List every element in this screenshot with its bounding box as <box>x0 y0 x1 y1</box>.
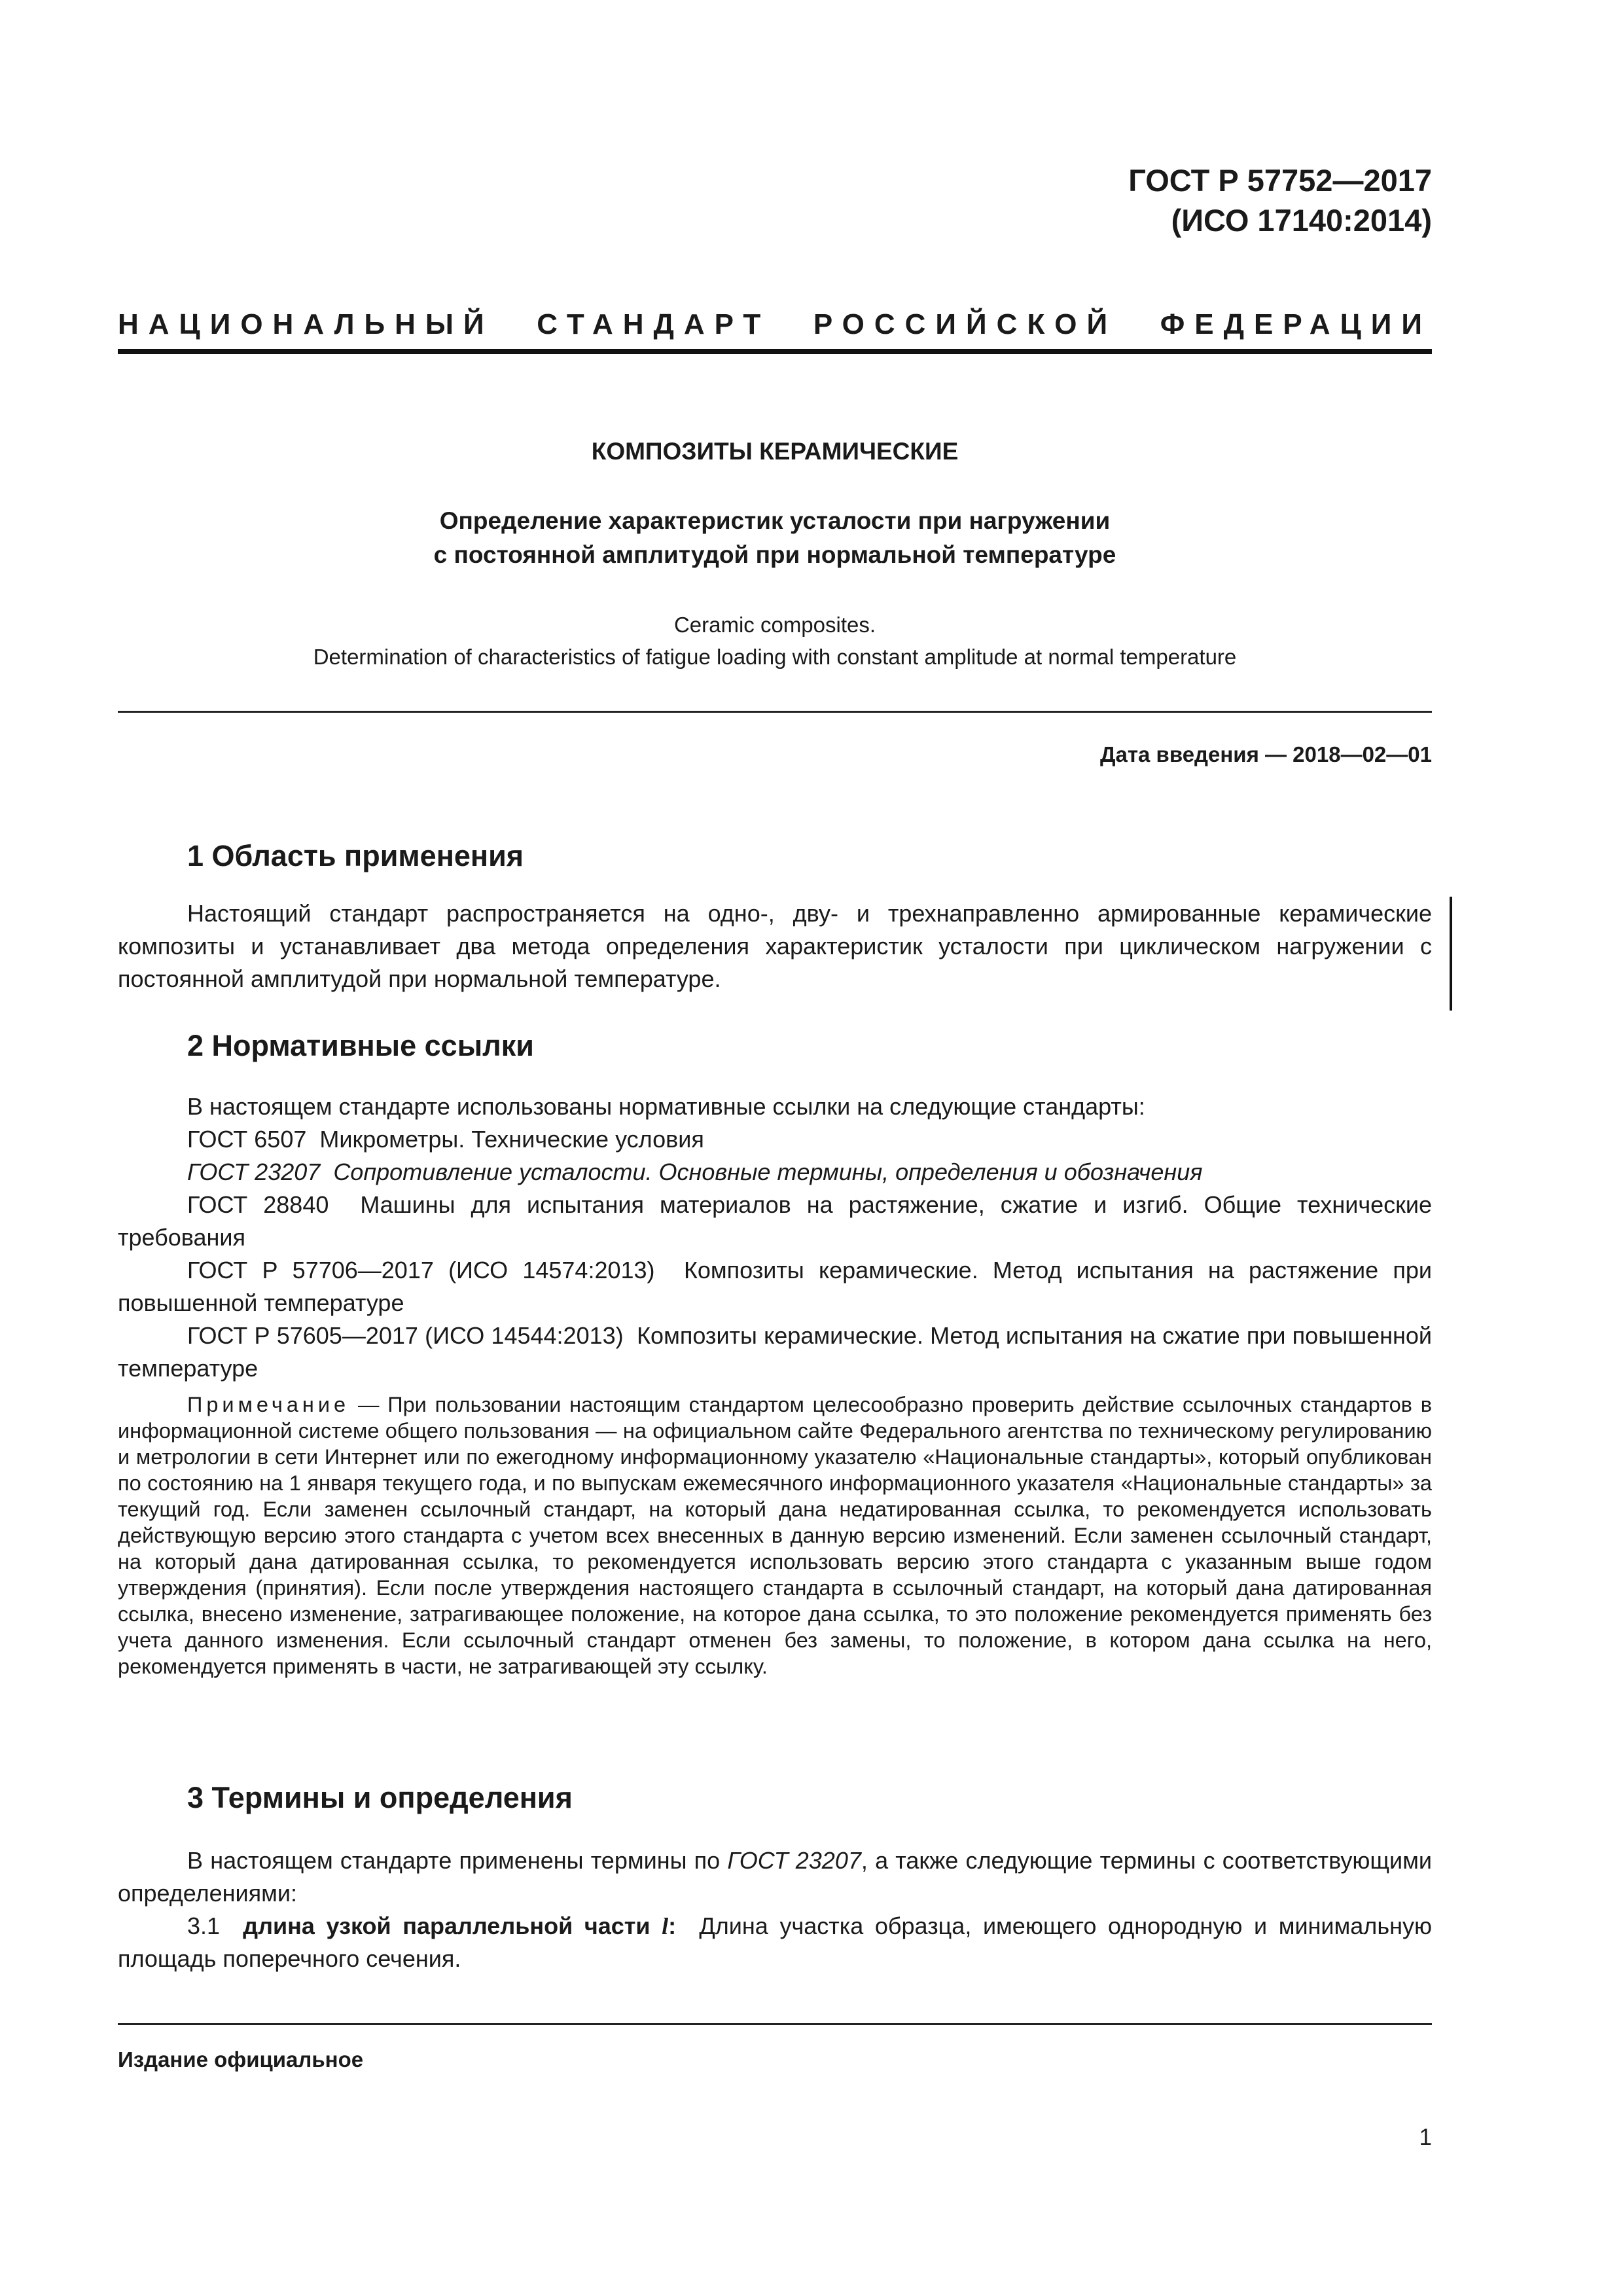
national-standard-banner <box>118 310 1432 339</box>
terms-intro-text: В настоящем стандарте применены термины по <box>187 1847 721 1874</box>
term-definition: Длина участка образца, имеющего однородную и минимальную площадь поперечного сечения. <box>118 1912 1432 1972</box>
reference-code: ГОСТ Р 57706—2017 (ИСО 14574:2013) <box>187 1257 655 1283</box>
english-title <box>118 609 1432 673</box>
section-heading-normative-references: 2 Нормативные ссылки <box>187 1029 534 1062</box>
reference-title: Сопротивление усталости. Основные термины, определения и обозначения <box>333 1158 1203 1185</box>
banner-word: СТАНДАРТ <box>537 308 771 340</box>
banner-word: НАЦИОНАЛЬНЫЙ <box>118 308 494 340</box>
reference-code: ГОСТ 6507 <box>187 1126 307 1153</box>
term-colon: : <box>668 1912 677 1939</box>
standard-number: ГОСТ Р 57752—2017 <box>1128 163 1432 198</box>
scope-paragraph: Настоящий стандарт распространяется на одно-, дву- и трехнаправленно армированные керамические композиты и устанавливает два метода определения характеристик усталости при циклическом нагружении с постоянной амплитудой при нормальной температуре. <box>118 900 1432 992</box>
reference-title: Композиты керамические. Метод испытания на растяжение при повышенной температуре <box>118 1257 1432 1316</box>
note-label: Примечание <box>187 1393 350 1416</box>
normative-references-note <box>118 1391 1432 1679</box>
term-entry <box>118 1910 1432 1975</box>
reference-entry <box>118 1123 1432 1156</box>
introduction-date: Дата введения — 2018—02—01 <box>1100 742 1432 766</box>
banner-underline <box>118 349 1432 354</box>
terms-intro-text: , а также следующие термины с соответствующими определениями: <box>118 1847 1432 1907</box>
footer-divider <box>118 2023 1432 2025</box>
subtitle-line: с постоянной амплитудой при нормальной температуре <box>433 541 1116 568</box>
reference-entry <box>118 1189 1432 1254</box>
reference-code: ГОСТ Р 57605—2017 (ИСО 14544:2013) <box>187 1322 624 1349</box>
subtitle-line: Определение характеристик усталости при нагружении <box>439 507 1111 534</box>
reference-code: ГОСТ 23207 <box>187 1158 321 1185</box>
reference-title: Микрометры. Технические условия <box>319 1126 704 1153</box>
terms-intro-reference: ГОСТ 23207 <box>727 1847 861 1874</box>
page-number: 1 <box>1419 2125 1432 2150</box>
reference-title: Машины для испытания материалов на растяжение, сжатие и изгиб. Общие технические требования <box>118 1191 1432 1251</box>
term-symbol: l <box>662 1913 669 1939</box>
english-title-line: Determination of characteristics of fatigue loading with constant amplitude at normal temperature <box>313 645 1237 669</box>
edition-label: Издание официальное <box>118 2047 364 2072</box>
term-number: 3.1 <box>187 1912 221 1939</box>
note-text: — При пользовании настоящим стандартом целесообразно проверить действие ссылочных стандартов в информационной системе общего пользования — на официальном сайте Федерального агентства по техническому регулированию и метрологии в сети Интернет или по ежегодному информационному указателю «Национальные стандарты», который опубликован по состоянию на 1 января текущего года, и по выпускам ежемесячного информационного указателя «Национальные стандарты» за текущий год. Если заменен ссылочный стандарт, на который дана недатированная ссылка, то рекомендуется использовать действующую версию этого стандарта с учетом всех внесенных в данную версию изменений. Если заменен ссылочный стандарт, на который дана датированная ссылка, то рекомендуется использовать версию этого стандарта с указанным выше годом утверждения (принятия). Если после утверждения настоящего стандарта в ссылочный стандарт, на который дана датированная ссылка, внесено изменение, затрагивающее положение, на которое дана ссылка, то это положение рекомендуется применять без учета данного изменения. Если ссылочный стандарт отменен без замены, то положение, в котором дана ссылка на него, рекомендуется применять в части, не затрагивающей эту ссылку. <box>118 1393 1432 1678</box>
change-marker-bar <box>1450 897 1452 1011</box>
terms-intro <box>118 1844 1432 1910</box>
section-heading-terms: 3 Термины и определения <box>187 1781 573 1814</box>
banner-word: ФЕДЕРАЦИИ <box>1160 308 1432 340</box>
document-subtitle <box>118 504 1432 572</box>
reference-entry <box>118 1319 1432 1385</box>
reference-code: ГОСТ 28840 <box>187 1191 329 1218</box>
banner-word: РОССИЙСКОЙ <box>813 308 1118 340</box>
document-title: КОМПОЗИТЫ КЕРАМИЧЕСКИЕ <box>591 438 959 465</box>
reference-entry <box>118 1156 1432 1189</box>
title-divider <box>118 711 1432 713</box>
reference-entry <box>118 1254 1432 1319</box>
term-name: длина узкой параллельной части <box>243 1912 651 1939</box>
reference-title: Композиты керамические. Метод испытания на сжатие при повышенной температуре <box>118 1322 1432 1382</box>
english-title-line: Ceramic composites. <box>673 613 876 637</box>
iso-equivalent: (ИСО 17140:2014) <box>1171 203 1432 238</box>
section-heading-scope: 1 Область применения <box>187 839 524 872</box>
normative-references-intro: В настоящем стандарте использованы нормативные ссылки на следующие стандарты: <box>187 1093 1145 1120</box>
